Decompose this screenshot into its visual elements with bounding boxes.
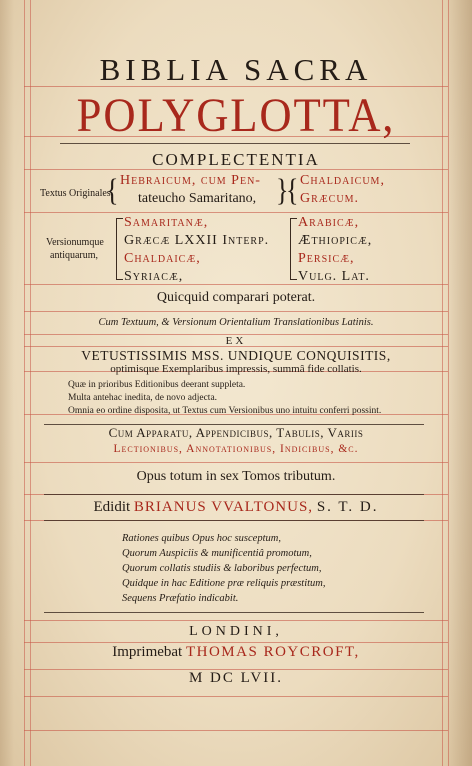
textus-right-2: Græcum.	[300, 191, 359, 206]
apparatu-line-1: Cum Apparatu, Appendicibus, Tabulis, Variis	[108, 425, 364, 440]
printed-rule	[44, 612, 424, 613]
vetustissimis-line: VETUSTISSIMIS MSS. UNDIQUE CONQUISITIS,	[81, 348, 391, 363]
edidit-prefix: Edidit	[93, 499, 131, 515]
brace-right: }	[276, 173, 289, 208]
red-rule	[24, 284, 448, 285]
editor-degree: S. T. D.	[316, 499, 379, 515]
textus-left-2: tateucho Samaritano,	[138, 191, 257, 206]
printed-rule	[44, 520, 424, 521]
rationes-line-5: Sequens Præfatio indicabit.	[122, 593, 239, 604]
red-rule	[24, 730, 448, 731]
rationes-line-2: Quorum Auspiciis & munificentiâ promotum,	[122, 548, 312, 559]
versio-left-4: Syriacæ,	[124, 269, 184, 284]
red-rule	[24, 620, 448, 621]
editor-name: BRIANUS VVALTONUS,	[133, 499, 314, 515]
title-line2: POLYGLOTTA,	[76, 89, 396, 142]
note-line-1: Quæ in prioribus Editionibus deerant suppleta.	[68, 380, 246, 390]
textus-label: Textus Originales,	[40, 188, 114, 199]
versio-right-1: Arabicæ,	[298, 215, 360, 230]
cum-textuum-line: Cum Textuum, & Versionum Orientalium Translationibus Latinis.	[98, 317, 374, 328]
printer-prefix: Imprimebat	[112, 644, 183, 660]
apparatu-line-2: Lectionibus, Annotationibus, Indicibus, &c.	[113, 443, 359, 455]
imprint-year: M DC LVII.	[188, 670, 284, 686]
versiones-label-1: Versionumque	[46, 237, 104, 248]
brace-left: {	[106, 173, 119, 208]
opus-line: Opus totum in sex Tomos tributum.	[136, 469, 336, 484]
imprint-printer	[0, 644, 472, 661]
edidit-line	[0, 499, 472, 516]
versio-left-3: Chaldaicæ,	[124, 251, 201, 266]
optimisque-line: optimisque Exemplaribus impressis, summâ fide collatis.	[110, 363, 362, 375]
title-line1: BIBLIA SACRA	[99, 52, 373, 87]
textus-right-1: Chaldaicum,	[300, 173, 385, 188]
ex-line: EX	[225, 335, 247, 347]
imprint-city: LONDINI,	[189, 624, 283, 639]
note-line-2: Multa antehac inedita, de novo adjecta.	[68, 393, 218, 403]
rationes-line-3: Quorum collatis studiis & laboribus perfectum,	[122, 563, 322, 574]
printer-name: THOMAS ROYCROFT,	[185, 644, 360, 660]
rationes-line-4: Quidque in hac Editione præ reliquis præstitum,	[122, 578, 326, 589]
bracket-left	[116, 218, 123, 280]
note-line-3: Omnia eo ordine disposita, ut Textus cum Versionibus uno intuitu conferri possint.	[68, 406, 382, 416]
red-rule	[24, 311, 448, 312]
versio-left-2: Græcæ LXXII Interp.	[124, 233, 270, 248]
versiones-label-2: antiquarum,	[50, 250, 99, 261]
versio-right-4: Vulg. Lat.	[298, 269, 370, 284]
bracket-right	[290, 218, 297, 280]
printed-rule	[44, 494, 424, 495]
brace-left: {	[286, 173, 299, 208]
red-rule	[24, 696, 448, 697]
versio-right-3: Persicæ,	[298, 251, 355, 266]
red-rule	[24, 462, 448, 463]
versio-left-1: Samaritanæ,	[124, 215, 209, 230]
complectentia: COMPLECTENTIA	[152, 150, 320, 169]
versio-right-2: Æthiopicæ,	[298, 233, 373, 248]
textus-left-1: Hebraicum, cum Pen-	[120, 173, 261, 188]
red-rule	[24, 642, 448, 643]
red-rule	[24, 212, 448, 213]
rationes-line-1: Rationes quibus Opus hoc susceptum,	[122, 533, 281, 544]
printed-rule	[60, 143, 410, 144]
quicquid-line: Quicquid comparari poterat.	[156, 290, 316, 305]
